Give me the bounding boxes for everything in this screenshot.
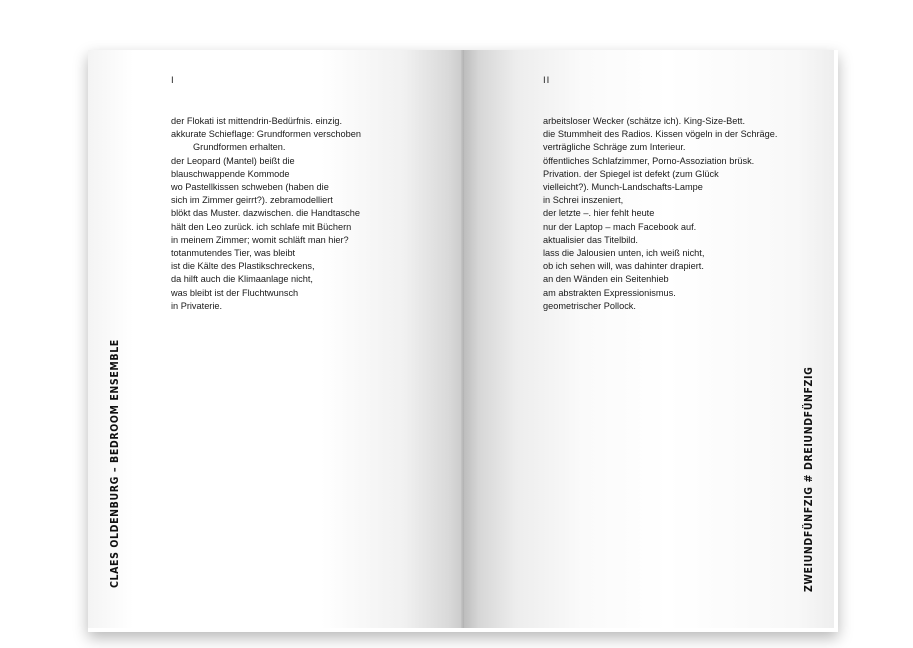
poem-line: der letzte –. hier fehlt heute	[543, 208, 655, 219]
poem-line: in Schrei inszeniert,	[543, 195, 624, 206]
poem-line: totanmutendes Tier, was bleibt	[171, 248, 296, 259]
poem-line: Grundformen erhalten.	[193, 142, 286, 153]
poem-line: verträgliche Schräge zum Interieur.	[543, 142, 686, 153]
right-side-title: ZWEIUNDFÜNFZIG # DREIUNDFÜNFZIG	[803, 366, 815, 592]
poem-line: ist die Kälte des Plastikschreckens,	[171, 261, 315, 272]
right-page-number: II	[543, 76, 551, 86]
poem-line: ob ich sehen will, was dahinter drapiert.	[543, 261, 704, 272]
poem-line: vielleicht?). Munch-Landschafts-Lampe	[543, 182, 703, 193]
left-poem	[171, 115, 361, 313]
left-page-number: I	[171, 76, 175, 86]
poem-line: öffentliches Schlafzimmer, Porno-Assoziation brüsk.	[543, 155, 755, 166]
poem-line: hält den Leo zurück. ich schlafe mit Büchern	[171, 221, 352, 232]
poem-line: sich im Zimmer geirrt?). zebramodelliert	[171, 195, 333, 206]
poem-line: an den Wänden ein Seitenhieb	[543, 274, 669, 285]
poem-line: nur der Laptop – mach Facebook auf.	[543, 221, 697, 232]
poem-line: am abstrakten Expressionismus.	[543, 287, 676, 298]
poem-line: in Privaterie.	[171, 300, 223, 311]
left-side-title: CLAES OLDENBURG – BEDROOM ENSEMBLE	[109, 339, 121, 588]
poem-line: wo Pastellkissen schweben (haben die	[171, 182, 329, 193]
poem-line: was bleibt ist der Fluchtwunsch	[171, 287, 299, 298]
poem-line: blauschwappende Kommode	[171, 168, 290, 179]
poem-line: geometrischer Pollock.	[543, 300, 636, 311]
right-page	[464, 50, 834, 628]
poem-line: blökt das Muster. dazwischen. die Handtasche	[171, 208, 360, 219]
poem-line: in meinem Zimmer; womit schläft man hier?	[171, 234, 349, 245]
poem-line: Privation. der Spiegel ist defekt (zum Glück	[543, 168, 719, 179]
poem-line: lass die Jalousien unten, ich weiß nicht,	[543, 248, 705, 259]
right-poem	[543, 115, 777, 313]
poem-line: der Flokati ist mittendrin-Bedürfnis. einzig.	[171, 116, 343, 126]
left-page	[88, 50, 464, 628]
poem-line: da hilft auch die Klimaanlage nicht,	[171, 274, 313, 285]
poem-line: akkurate Schieflage: Grundformen verschoben	[171, 129, 361, 140]
poem-line: der Leopard (Mantel) beißt die	[171, 155, 295, 166]
poem-line: aktualisier das Titelbild.	[543, 234, 638, 245]
poem-line: die Stummheit des Radios. Kissen vögeln in der Schräge.	[543, 129, 778, 140]
poem-line: arbeitsloser Wecker (schätze ich). King-Size-Bett.	[543, 116, 746, 126]
